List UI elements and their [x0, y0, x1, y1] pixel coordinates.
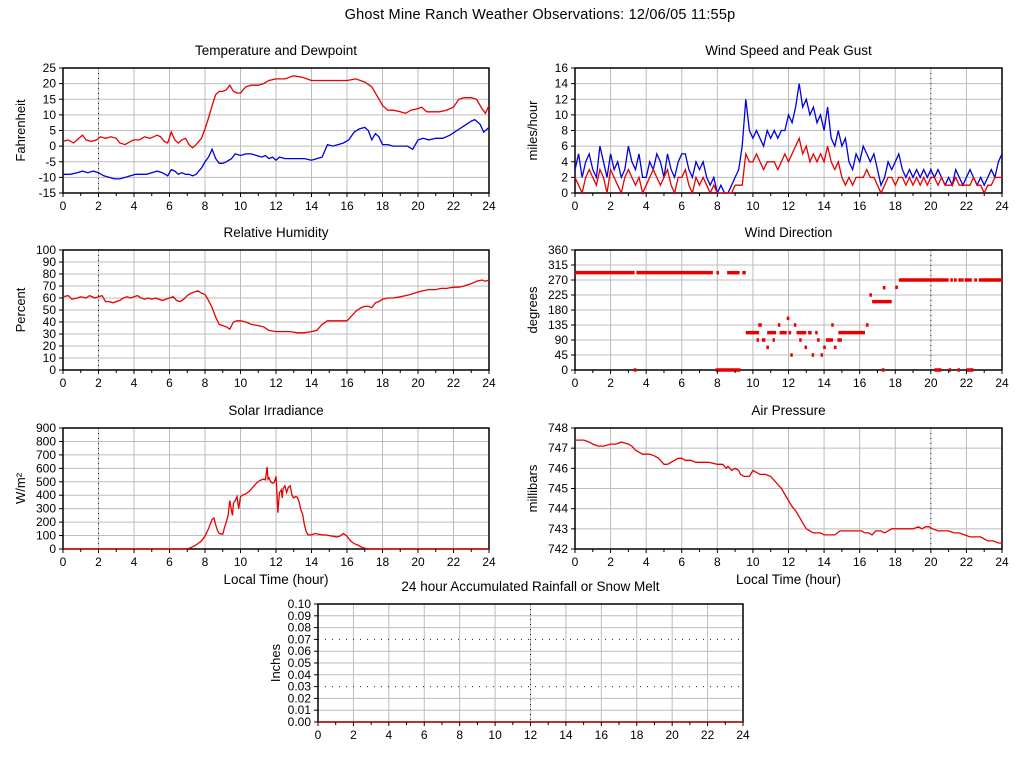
svg-text:360: 360 — [547, 245, 568, 257]
svg-text:6: 6 — [678, 376, 686, 390]
svg-text:millibars: millibars — [525, 464, 540, 513]
svg-text:14: 14 — [559, 728, 573, 742]
svg-text:10: 10 — [746, 376, 760, 390]
svg-text:0: 0 — [59, 555, 67, 569]
air-pressure-plot — [525, 423, 1016, 571]
svg-text:0: 0 — [571, 555, 579, 569]
x-axis-label: Local Time (hour) — [223, 572, 329, 587]
svg-text:W/m²: W/m² — [13, 472, 28, 505]
svg-text:16: 16 — [340, 199, 354, 213]
svg-text:16: 16 — [340, 555, 354, 569]
chart-title: Wind Speed and Peak Gust — [705, 43, 872, 58]
svg-text:0.08: 0.08 — [287, 620, 311, 635]
svg-text:60: 60 — [42, 291, 56, 305]
svg-text:20: 20 — [411, 376, 425, 390]
svg-text:18: 18 — [375, 555, 390, 569]
svg-text:24: 24 — [995, 199, 1009, 213]
rainfall-plot — [268, 599, 757, 744]
svg-text:22: 22 — [446, 199, 461, 213]
svg-text:100: 100 — [35, 245, 56, 257]
svg-text:747: 747 — [547, 441, 568, 456]
svg-text:743: 743 — [547, 521, 568, 536]
svg-text:800: 800 — [35, 434, 56, 449]
svg-text:500: 500 — [35, 474, 56, 489]
svg-text:4: 4 — [642, 555, 650, 569]
svg-text:10: 10 — [233, 199, 248, 213]
svg-text:90: 90 — [42, 255, 56, 269]
svg-text:Percent: Percent — [13, 287, 28, 333]
svg-text:12: 12 — [269, 555, 283, 569]
svg-text:2: 2 — [561, 170, 568, 185]
svg-text:Fahrenheit: Fahrenheit — [13, 99, 28, 162]
svg-text:12: 12 — [781, 199, 796, 213]
svg-text:744: 744 — [547, 501, 568, 516]
svg-text:10: 10 — [488, 728, 502, 742]
svg-text:2: 2 — [350, 728, 357, 742]
svg-text:22: 22 — [446, 555, 461, 569]
svg-text:10: 10 — [42, 107, 56, 122]
svg-text:600: 600 — [35, 461, 56, 476]
svg-text:8: 8 — [713, 376, 721, 390]
svg-text:2: 2 — [95, 199, 102, 213]
svg-text:20: 20 — [924, 199, 938, 213]
svg-text:8: 8 — [713, 555, 721, 569]
svg-text:10: 10 — [42, 351, 56, 365]
svg-text:0: 0 — [314, 728, 322, 742]
svg-text:2: 2 — [607, 376, 614, 390]
svg-text:0.07: 0.07 — [287, 632, 311, 647]
svg-text:400: 400 — [35, 488, 56, 503]
svg-text:18: 18 — [888, 376, 902, 390]
relative-humidity-chart — [13, 219, 503, 392]
svg-text:10: 10 — [746, 199, 760, 213]
svg-text:14: 14 — [304, 376, 319, 390]
svg-text:20: 20 — [42, 76, 56, 91]
chart-title: 24 hour Accumulated Rainfall or Snow Melt — [401, 579, 660, 594]
svg-text:22: 22 — [446, 376, 461, 390]
svg-text:20: 20 — [42, 339, 56, 353]
svg-text:18: 18 — [375, 376, 390, 390]
wind-speed-gust-plot — [525, 63, 1016, 215]
svg-text:2: 2 — [607, 199, 614, 213]
svg-text:16: 16 — [554, 63, 568, 75]
svg-text:0.10: 0.10 — [287, 599, 311, 611]
svg-text:0: 0 — [49, 542, 56, 556]
svg-text:24: 24 — [482, 555, 496, 569]
svg-text:50: 50 — [42, 303, 56, 317]
svg-text:16: 16 — [852, 376, 867, 390]
svg-text:16: 16 — [852, 199, 867, 213]
svg-text:12: 12 — [523, 728, 538, 742]
svg-text:0: 0 — [49, 363, 56, 377]
svg-text:6: 6 — [561, 139, 568, 154]
svg-text:8: 8 — [201, 555, 209, 569]
svg-text:748: 748 — [547, 423, 568, 435]
svg-text:6: 6 — [678, 199, 686, 213]
chart-title: Relative Humidity — [223, 225, 329, 240]
chart-title: Wind Direction — [744, 225, 833, 240]
svg-text:18: 18 — [888, 199, 902, 213]
svg-text:24: 24 — [995, 376, 1009, 390]
svg-text:10: 10 — [233, 376, 248, 390]
svg-text:12: 12 — [269, 376, 283, 390]
svg-text:20: 20 — [665, 728, 679, 742]
svg-text:900: 900 — [35, 423, 56, 435]
svg-text:18: 18 — [888, 555, 902, 569]
svg-text:24: 24 — [482, 376, 496, 390]
svg-text:745: 745 — [547, 481, 568, 496]
svg-text:6: 6 — [420, 728, 428, 742]
wind-direction-chart — [525, 219, 1016, 392]
svg-text:15: 15 — [42, 92, 56, 107]
svg-text:6: 6 — [166, 376, 173, 390]
svg-text:24: 24 — [482, 199, 496, 213]
chart-title: Solar Irradiance — [228, 403, 324, 418]
svg-text:90: 90 — [554, 333, 568, 347]
svg-text:742: 742 — [547, 542, 568, 556]
svg-text:0.04: 0.04 — [287, 667, 311, 682]
svg-text:40: 40 — [42, 315, 56, 329]
svg-text:4: 4 — [130, 376, 138, 390]
svg-text:22: 22 — [700, 728, 715, 742]
svg-text:12: 12 — [781, 555, 796, 569]
svg-text:14: 14 — [304, 199, 319, 213]
svg-text:14: 14 — [554, 76, 568, 91]
svg-text:4: 4 — [642, 376, 650, 390]
rainfall-chart — [268, 573, 757, 744]
svg-text:miles/hour: miles/hour — [525, 100, 540, 161]
svg-text:0: 0 — [571, 199, 579, 213]
svg-text:18: 18 — [375, 199, 390, 213]
svg-text:22: 22 — [959, 376, 974, 390]
svg-text:20: 20 — [924, 376, 938, 390]
svg-text:8: 8 — [561, 123, 568, 138]
svg-text:20: 20 — [411, 199, 425, 213]
svg-text:16: 16 — [340, 376, 354, 390]
svg-text:180: 180 — [547, 303, 568, 317]
svg-text:0.05: 0.05 — [287, 656, 311, 670]
temperature-dewpoint-chart — [13, 37, 503, 215]
air-pressure-chart — [525, 397, 1016, 587]
svg-text:22: 22 — [959, 555, 974, 569]
svg-text:8: 8 — [201, 376, 209, 390]
svg-text:12: 12 — [554, 92, 568, 107]
svg-text:0.09: 0.09 — [287, 608, 311, 623]
svg-text:0: 0 — [561, 186, 568, 200]
svg-text:225: 225 — [547, 288, 568, 302]
svg-text:2: 2 — [95, 376, 102, 390]
svg-text:-5: -5 — [45, 154, 56, 169]
svg-text:80: 80 — [42, 267, 56, 281]
svg-text:14: 14 — [817, 376, 831, 390]
svg-text:degrees: degrees — [525, 286, 540, 334]
chart-title: Temperature and Dewpoint — [194, 43, 358, 58]
svg-text:6: 6 — [678, 555, 686, 569]
svg-text:25: 25 — [42, 63, 56, 75]
svg-text:16: 16 — [852, 555, 867, 569]
svg-text:2: 2 — [95, 555, 102, 569]
solar-irradiance-plot — [13, 423, 503, 571]
chart-title: Air Pressure — [751, 403, 826, 418]
svg-text:5: 5 — [49, 123, 56, 138]
svg-text:300: 300 — [35, 501, 56, 516]
svg-text:16: 16 — [594, 728, 609, 742]
svg-text:270: 270 — [547, 273, 568, 287]
svg-text:-15: -15 — [38, 186, 56, 200]
svg-text:45: 45 — [554, 348, 568, 362]
svg-text:0: 0 — [59, 376, 67, 390]
svg-text:24: 24 — [736, 728, 750, 742]
svg-text:14: 14 — [817, 199, 831, 213]
svg-text:4: 4 — [385, 728, 393, 742]
svg-text:Inches: Inches — [268, 643, 283, 683]
svg-text:22: 22 — [959, 199, 974, 213]
svg-text:14: 14 — [817, 555, 831, 569]
svg-text:20: 20 — [924, 555, 938, 569]
svg-text:12: 12 — [781, 376, 796, 390]
svg-text:746: 746 — [547, 461, 568, 476]
svg-text:700: 700 — [35, 447, 56, 462]
svg-text:10: 10 — [746, 555, 760, 569]
svg-text:4: 4 — [130, 555, 138, 569]
svg-text:12: 12 — [269, 199, 283, 213]
svg-text:8: 8 — [201, 199, 209, 213]
svg-text:0: 0 — [49, 139, 56, 154]
svg-text:2: 2 — [607, 555, 614, 569]
svg-text:0.06: 0.06 — [287, 644, 311, 659]
svg-text:0: 0 — [571, 376, 579, 390]
svg-text:315: 315 — [547, 258, 568, 272]
svg-text:4: 4 — [642, 199, 650, 213]
svg-text:0: 0 — [59, 199, 67, 213]
svg-text:20: 20 — [411, 555, 425, 569]
relative-humidity-plot — [13, 245, 503, 392]
svg-text:200: 200 — [35, 515, 56, 530]
wind-speed-gust-chart — [525, 37, 1016, 215]
svg-text:4: 4 — [561, 154, 568, 169]
svg-text:-10: -10 — [38, 170, 56, 185]
svg-text:70: 70 — [42, 279, 56, 293]
svg-text:18: 18 — [630, 728, 644, 742]
svg-text:0.03: 0.03 — [287, 679, 311, 694]
svg-text:30: 30 — [42, 327, 56, 341]
svg-text:0.01: 0.01 — [287, 703, 311, 718]
svg-text:14: 14 — [304, 555, 319, 569]
svg-text:10: 10 — [554, 107, 568, 122]
svg-text:8: 8 — [713, 199, 721, 213]
svg-text:135: 135 — [547, 318, 568, 332]
x-axis-label: Local Time (hour) — [735, 572, 842, 587]
svg-text:0: 0 — [561, 363, 568, 377]
page-title: Ghost Mine Ranch Weather Observations: 12/06/05 11:55p — [344, 7, 736, 23]
svg-text:0.00: 0.00 — [287, 715, 311, 729]
temperature-dewpoint-plot — [13, 63, 503, 215]
svg-text:6: 6 — [166, 555, 173, 569]
svg-text:100: 100 — [35, 528, 56, 543]
svg-text:6: 6 — [166, 199, 173, 213]
svg-text:24: 24 — [995, 555, 1009, 569]
svg-text:10: 10 — [233, 555, 248, 569]
wind-direction-plot — [525, 245, 1016, 392]
svg-text:0.02: 0.02 — [287, 691, 311, 706]
svg-text:8: 8 — [456, 728, 464, 742]
solar-irradiance-chart — [13, 397, 503, 587]
svg-text:4: 4 — [130, 199, 138, 213]
